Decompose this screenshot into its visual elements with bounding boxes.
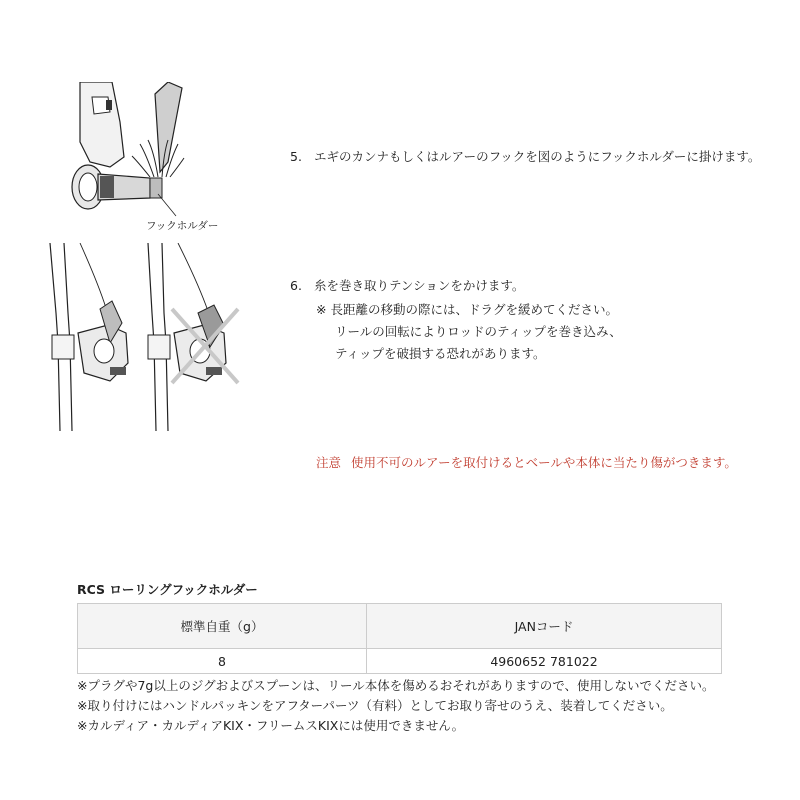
caution-label: 注意 (316, 455, 342, 470)
step-6-text: 糸を巻き取りテンションをかけます。 (314, 278, 525, 293)
step-6-note (316, 299, 622, 365)
step-5-text: エギのカンナもしくはルアーのフックを図のようにフックホルダーに掛けます。 (314, 149, 761, 164)
step-6 (290, 275, 524, 297)
step-6-number: 6. (290, 278, 302, 293)
caution-text: 使用不可のルアーを取付けるとベールや本体に当たり傷がつきます。 (351, 455, 737, 470)
footnote-1: ※プラグや7g以上のジグおよびスプーンは、リール本体を傷めるおそれがありますので、使用しないでください。 (77, 678, 715, 693)
hook-holder-drawing (50, 82, 230, 232)
spec-cell-jan: 4960652 781022 (367, 649, 722, 674)
step-5-number: 5. (290, 149, 302, 164)
footnote-2: ※取り付けにはハンドルパッキンをアフターパーツ（有料）としてお取り寄せのうえ、装着してください。 (77, 698, 673, 713)
spec-cell-weight: 8 (78, 649, 367, 674)
footnote-3: ※カルディア・カルディアKIX・フリームスKIXには使用できません。 (77, 718, 465, 733)
caution-notice (316, 453, 737, 471)
footnotes (77, 676, 715, 736)
rod-tension-illustration (48, 243, 248, 433)
spec-header-jan: JANコード (367, 604, 722, 649)
product-title: RCS ローリングフックホルダー (77, 582, 258, 597)
rod-tension-drawing (48, 243, 248, 433)
figure1-caption: フックホルダー (146, 220, 219, 232)
hook-holder-illustration (50, 82, 230, 232)
step-5 (290, 146, 760, 168)
spec-table (77, 603, 722, 674)
step-6-note-line-3: ティップを破損する恐れがあります。 (335, 346, 546, 361)
step-6-note-line-1: ※ 長距離の移動の際には、ドラグを緩めてください。 (316, 302, 618, 317)
table-row (78, 649, 722, 674)
step-6-note-line-2: リールの回転によりロッドのティップを巻き込み、 (335, 324, 622, 339)
spec-table-header-row (78, 604, 722, 649)
spec-header-weight: 標準自重（g） (78, 604, 367, 649)
